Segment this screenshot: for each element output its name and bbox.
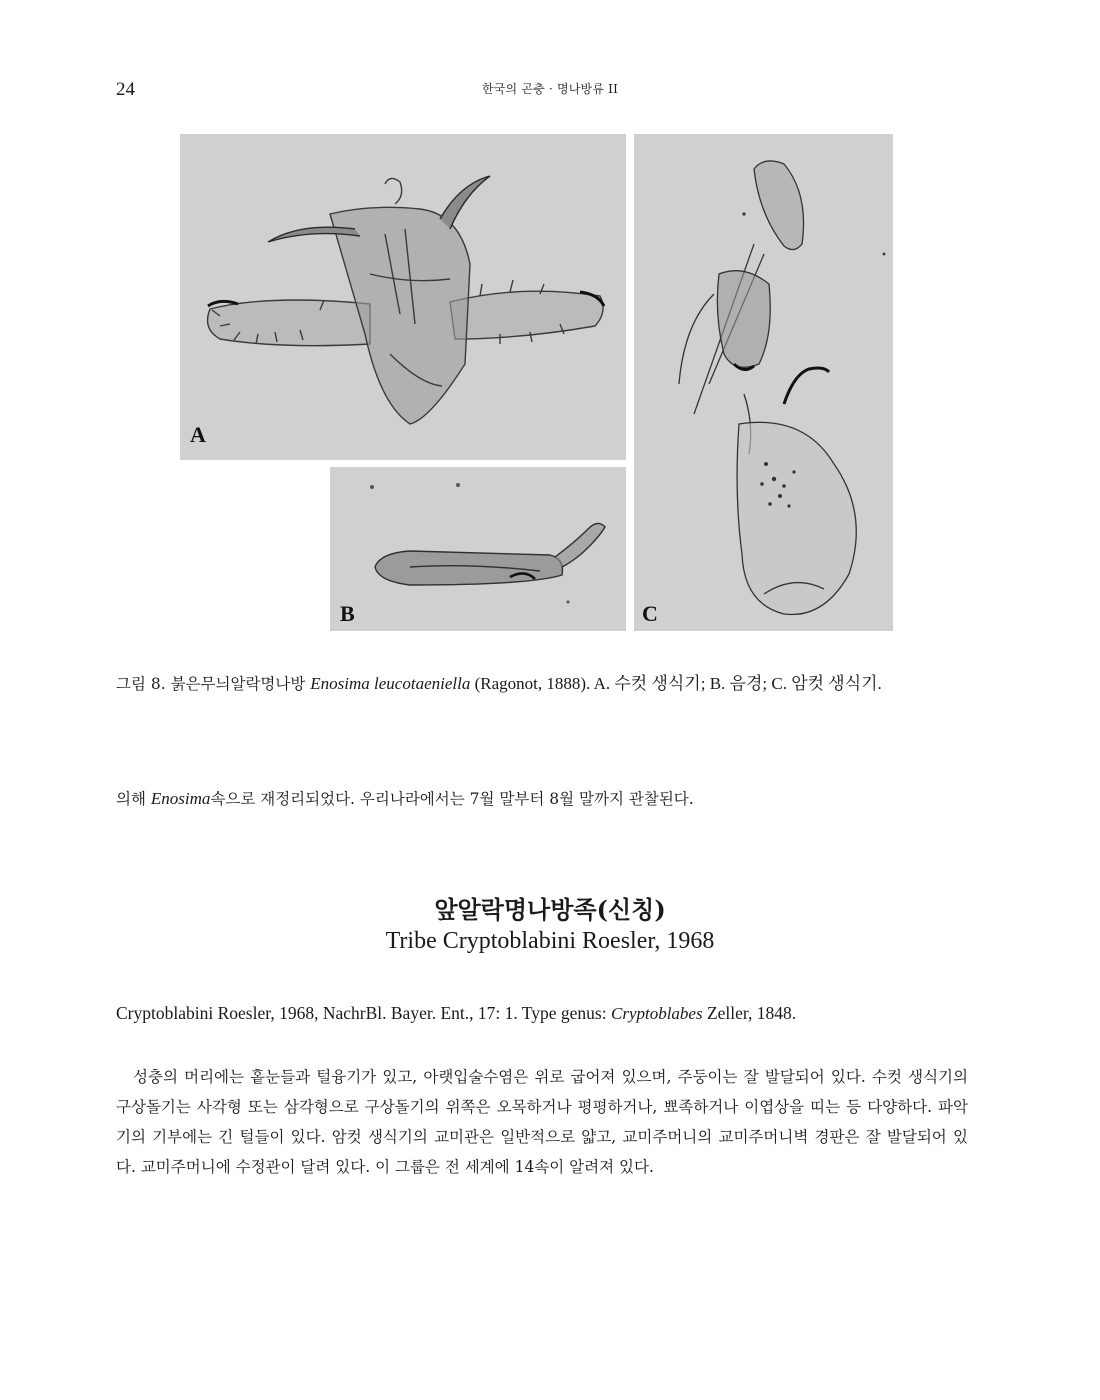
figure-panel-a (180, 134, 626, 460)
caption-parts: A. 수컷 생식기; B. 음경; C. 암컷 생식기. (590, 674, 882, 693)
page-number: 24 (116, 79, 135, 100)
citation-type-genus: Cryptoblabes (610, 1004, 703, 1023)
aedeagus-illustration (330, 467, 626, 631)
citation-text-pre: Cryptoblabini Roesler, 1968, NachrBl. Bayer. Ent., 17: 1. Type genus: (116, 1003, 611, 1023)
figure-caption (116, 670, 976, 698)
panel-label-a: A (190, 422, 206, 447)
male-genitalia-illustration (180, 134, 626, 460)
running-header: 한국의 곤충 · 명나방류 II (481, 82, 619, 96)
taxonomic-citation (116, 1003, 976, 1024)
body-paragraph-continuation (116, 785, 976, 813)
tribe-description-paragraph: 성충의 머리에는 홑눈들과 털융기가 있고, 아랫입술수염은 위로 굽어져 있으며, 주둥이는 잘 발달되어 있다. 수컷 생식기의 구상돌기는 사각형 또는 삼각형으로 구상돌기의 위쪽은 오목하거나 평평하거나, 뾰족하거나 이엽상을 띠는 등 다양하다. 파악기의 기부에는 긴 털들이 있다. 암컷 생식기의 교미관은 일반적으로 얇고, 교미주머니의 교미주머니벽 경판은 잘 발달되어 있다. 교미주머니에 수정관이 달려 있다. 이 그룹은 전 세계에 14속이 알려져 있다. (116, 1068, 968, 1176)
section-title-korean: 앞알락명나방족(신칭) (434, 895, 666, 924)
body-text-pre: 의해 (116, 790, 151, 808)
female-genitalia-illustration (634, 134, 893, 631)
caption-species-name: Enosima leucotaeniella (310, 674, 471, 693)
citation-text-post: Zeller, 1848. (702, 1003, 797, 1023)
caption-prefix: 그림 8. 붉은무늬알락명나방 (116, 675, 311, 693)
body-genus-name: Enosima (150, 789, 211, 808)
panel-label-c: C (642, 601, 658, 626)
figure-panel-b (330, 467, 626, 631)
panel-label-b: B (340, 601, 355, 626)
figure-panel-c (634, 134, 893, 631)
section-title-english: Tribe Cryptoblabini Roesler, 1968 (385, 928, 715, 954)
caption-authority: (Ragonot, 1888). (470, 674, 591, 693)
body-text-post: 속으로 재정리되었다. 우리나라에서는 7월 말부터 8월 말까지 관찰된다. (210, 790, 694, 808)
